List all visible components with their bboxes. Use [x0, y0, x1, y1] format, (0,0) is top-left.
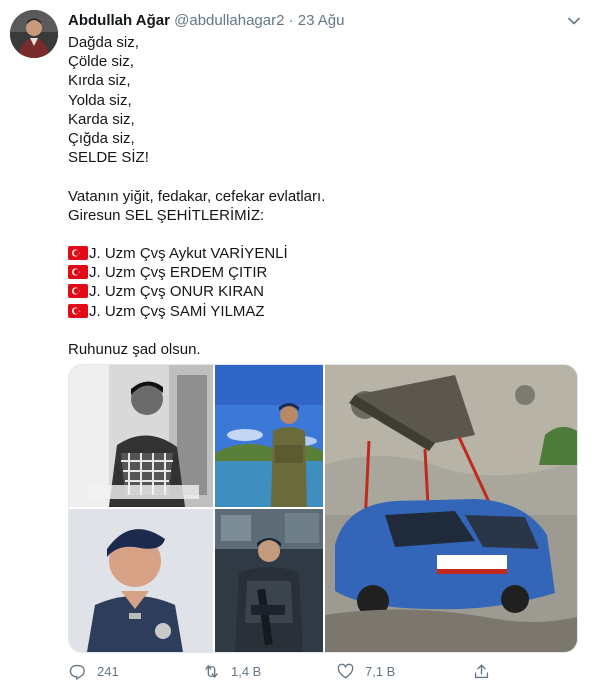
text-line: Kırda siz,	[68, 72, 131, 90]
tweet-media[interactable]	[68, 364, 578, 653]
text-blank-line	[68, 321, 578, 340]
tweet-header	[68, 11, 587, 31]
photo-image	[215, 365, 323, 507]
share-button[interactable]	[472, 660, 501, 682]
avatar-photo	[10, 10, 58, 58]
martyr-name: J. Uzm Çvş ONUR KIRAN	[89, 283, 265, 301]
tweet-actions	[68, 660, 578, 682]
tweet-text	[68, 33, 578, 359]
photo-soldier-3[interactable]	[69, 509, 213, 652]
like-count: 7,1 B	[365, 663, 396, 679]
photo-image	[325, 365, 577, 652]
photo-soldier-4[interactable]	[215, 509, 323, 652]
header-separator: ·	[288, 12, 294, 29]
chevron-down-icon	[565, 12, 583, 30]
avatar[interactable]	[10, 10, 58, 58]
text-line: SELDE SİZ!	[68, 149, 149, 167]
reply-icon	[68, 662, 87, 681]
like-button[interactable]	[336, 660, 395, 682]
martyr-name: J. Uzm Çvş ERDEM ÇITIR	[89, 264, 268, 282]
photo-image	[69, 365, 213, 507]
photo-soldier-2[interactable]	[215, 365, 323, 507]
photo-image	[215, 509, 323, 652]
martyr-name: J. Uzm Çvş SAMİ YILMAZ	[89, 302, 265, 320]
reply-count: 241	[97, 663, 119, 679]
turkey-flag-icon	[68, 246, 88, 260]
tweet-date[interactable]: 23 Ağu	[297, 12, 345, 29]
turkey-flag-icon	[68, 304, 88, 318]
photo-flood-vehicle[interactable]	[325, 365, 577, 652]
retweet-button[interactable]	[202, 660, 261, 682]
retweet-icon	[202, 662, 221, 681]
martyr-line	[68, 244, 578, 263]
retweet-count: 1,4 B	[231, 663, 262, 679]
more-options-button[interactable]	[565, 12, 583, 30]
martyr-line	[68, 263, 578, 282]
text-blank-line	[68, 167, 578, 186]
turkey-flag-icon	[68, 265, 88, 279]
closing-line: Ruhunuz şad olsun.	[68, 341, 201, 358]
text-line: Çığda siz,	[68, 129, 135, 147]
text-line: Giresun SEL ŞEHİTLERİMİZ:	[68, 206, 265, 224]
text-line: Vatanın yiğit, fedakar, cefekar evlatları.	[68, 187, 326, 205]
martyr-name: J. Uzm Çvş Aykut VARİYENLİ	[89, 245, 288, 263]
text-line: Yolda siz,	[68, 91, 132, 109]
martyr-line	[68, 302, 578, 321]
photo-soldier-1[interactable]	[69, 365, 213, 507]
text-line: Çölde siz,	[68, 53, 134, 71]
author-name[interactable]: Abdullah Ağar	[68, 12, 170, 29]
text-blank-line	[68, 225, 578, 244]
share-icon	[472, 662, 491, 681]
photo-image	[69, 509, 213, 652]
turkey-flag-icon	[68, 284, 88, 298]
text-line: Dağda siz,	[68, 34, 139, 51]
martyr-line	[68, 282, 578, 301]
author-handle[interactable]: @abdullahagar2	[174, 12, 285, 29]
text-line: Karda siz,	[68, 110, 135, 128]
reply-button[interactable]	[68, 660, 119, 682]
heart-icon	[336, 662, 355, 681]
